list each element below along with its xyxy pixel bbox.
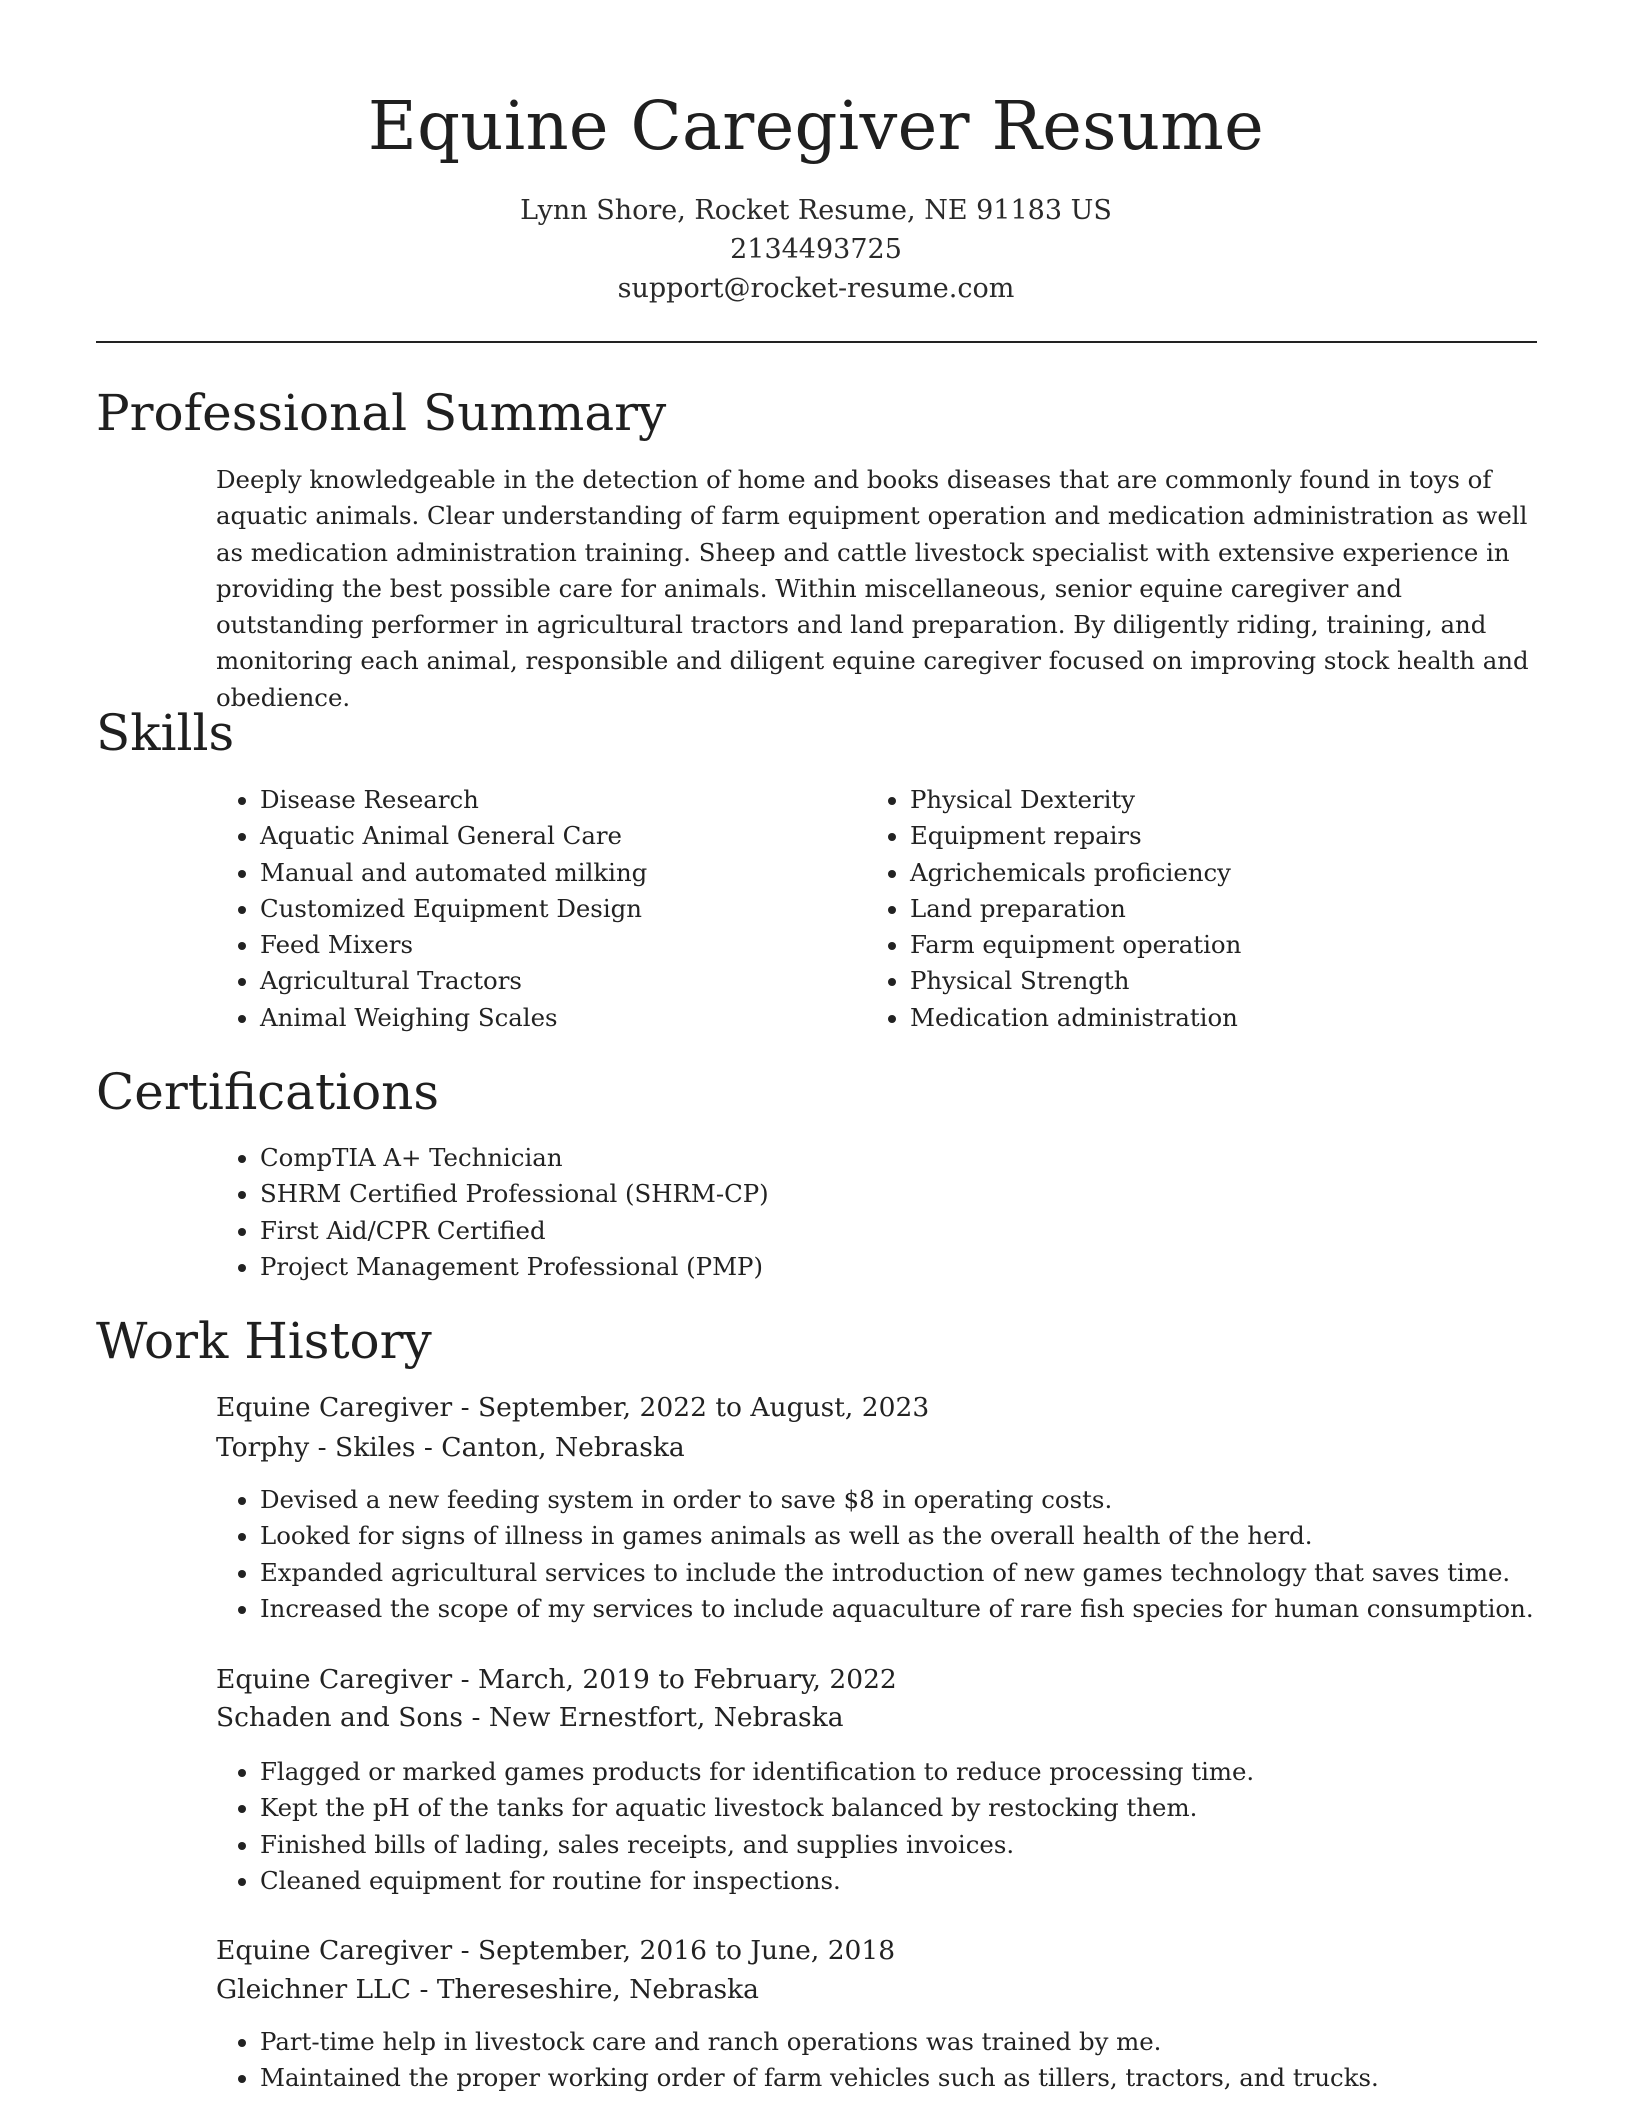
list-item: • Manual and automated milking bbox=[260, 855, 820, 891]
work-history-heading: Work History bbox=[96, 1312, 432, 1370]
list-item: • Physical Dexterity bbox=[910, 782, 1510, 818]
list-item: • Increased the scope of my services to include aquaculture of rare fish species for human consumption. bbox=[260, 1591, 1632, 1627]
list-item: • Farm equipment operation bbox=[910, 927, 1510, 963]
list-item: • Cleaned equipment for routine for inspections. bbox=[260, 1863, 1632, 1899]
list-item: • Agrichemicals proficiency bbox=[910, 855, 1510, 891]
list-item: • Maintained the proper working order of farm vehicles such as tillers, tractors, and trucks. bbox=[260, 2060, 1632, 2096]
skills-list-right bbox=[866, 782, 1510, 1036]
job-company-line: Torphy - Skiles - Canton, Nebraska bbox=[216, 1432, 685, 1463]
skills-heading: Skills bbox=[96, 704, 235, 762]
contact-phone: 2134493725 bbox=[730, 234, 902, 265]
list-item: • First Aid/CPR Certified bbox=[260, 1213, 1460, 1249]
list-item: • Disease Research bbox=[260, 782, 820, 818]
job-title-line: Equine Caregiver - March, 2019 to February, 2022 bbox=[216, 1664, 897, 1695]
list-item: • Expanded agricultural services to include the introduction of new games technology that saves time. bbox=[260, 1555, 1632, 1591]
job-title-line: Equine Caregiver - September, 2022 to August, 2023 bbox=[216, 1392, 930, 1423]
skills-list-left bbox=[216, 782, 820, 1036]
list-item: • Medication administration bbox=[910, 1000, 1510, 1036]
list-item: • Flagged or marked games products for identification to reduce processing time. bbox=[260, 1754, 1632, 1790]
list-item: • Aquatic Animal General Care bbox=[260, 818, 820, 854]
job-title-line: Equine Caregiver - September, 2016 to June, 2018 bbox=[216, 1935, 896, 1966]
resume-title: Equine Caregiver Resume bbox=[367, 87, 1265, 165]
list-item: • Animal Weighing Scales bbox=[260, 1000, 820, 1036]
job-bullets bbox=[216, 2024, 1632, 2097]
job-company-line: Gleichner LLC - Thereseshire, Nebraska bbox=[216, 1974, 759, 2005]
list-item: • Kept the pH of the tanks for aquatic livestock balanced by restocking them. bbox=[260, 1790, 1632, 1826]
summary-heading: Professional Summary bbox=[96, 384, 667, 442]
list-item: • Customized Equipment Design bbox=[260, 891, 820, 927]
list-item: • Physical Strength bbox=[910, 963, 1510, 999]
list-item: • Finished bills of lading, sales receipts, and supplies invoices. bbox=[260, 1827, 1632, 1863]
list-item: • Project Management Professional (PMP) bbox=[260, 1249, 1460, 1285]
list-item: • Looked for signs of illness in games animals as well as the overall health of the herd. bbox=[260, 1518, 1632, 1554]
list-item: • Land preparation bbox=[910, 891, 1510, 927]
certifications-list bbox=[216, 1140, 1460, 1285]
list-item: • Feed Mixers bbox=[260, 927, 820, 963]
list-item: • SHRM Certified Professional (SHRM-CP) bbox=[260, 1176, 1460, 1212]
list-item: • Devised a new feeding system in order to save $8 in operating costs. bbox=[260, 1482, 1632, 1518]
job-company-line: Schaden and Sons - New Ernestfort, Nebraska bbox=[216, 1702, 844, 1733]
contact-block bbox=[0, 191, 1632, 308]
contact-email: support@rocket-resume.com bbox=[617, 273, 1015, 304]
list-item: • Equipment repairs bbox=[910, 818, 1510, 854]
summary-text: Deeply knowledgeable in the detection of home and books diseases that are commonly found in toys of aquatic animals. Clear understanding of farm equipment operation and medication administration as well as medication administration training. Sheep and cattle livestock specialist with extensive experience in providing the best possible care for animals. Within miscellaneous, senior equine caregiver and outstanding performer in agricultural tractors and land preparation. By diligently riding, training, and monitoring each animal, responsible and diligent equine caregiver focused on improving stock health and obedience. bbox=[216, 465, 1529, 712]
header-divider bbox=[96, 341, 1537, 343]
certifications-heading: Certifications bbox=[96, 1063, 440, 1121]
list-item: • Part-time help in livestock care and ranch operations was trained by me. bbox=[260, 2024, 1632, 2060]
job-bullets bbox=[216, 1482, 1632, 1627]
list-item: • Agricultural Tractors bbox=[260, 963, 820, 999]
list-item: • CompTIA A+ Technician bbox=[260, 1140, 1460, 1176]
contact-address: Lynn Shore, Rocket Resume, NE 91183 US bbox=[520, 195, 1112, 226]
job-bullets bbox=[216, 1754, 1632, 1899]
